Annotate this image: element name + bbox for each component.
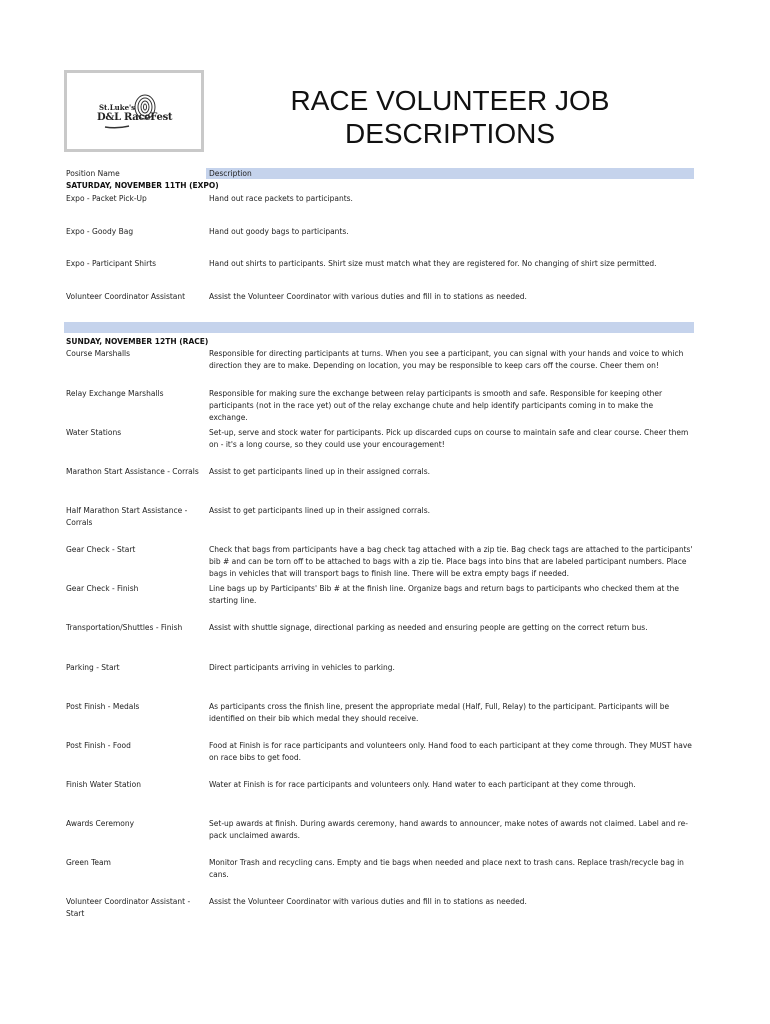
header-position: Position Name <box>66 169 120 178</box>
position-name: Half Marathon Start Assistance - Corrals <box>66 506 188 527</box>
header-description: Description <box>209 169 252 178</box>
position-description: Direct participants arriving in vehicles to parking. <box>209 663 395 672</box>
position-description: Monitor Trash and recycling cans. Empty and tie bags when needed and place next to trash cans. Replace trash/recycle bag in cans. <box>209 858 684 879</box>
logo <box>64 70 204 152</box>
position-description: Set-up awards at finish. During awards ceremony, hand awards to announcer, make notes of awards not claimed. Label and re-pack unclaimed awards. <box>209 819 688 840</box>
position-description: Line bags up by Participants' Bib # at the finish line. Organize bags and return bags to participants who checked them at the starting line. <box>209 584 680 605</box>
position-name: Expo - Goody Bag <box>66 227 134 236</box>
page-title: RACE VOLUNTEER JOB DESCRIPTIONS <box>290 85 610 149</box>
position-description: As participants cross the finish line, present the appropriate medal (Half, Full, Relay) to the participant. Participants will be identified on their bib which medal they should receive. <box>209 702 670 723</box>
position-name: Expo - Packet Pick-Up <box>66 194 147 203</box>
position-description: Responsible for making sure the exchange between relay participants is smooth and safe. Responsible for keeping other participants (not in the race yet) out of the relay exchange chute and help identify participants coming in to make the exchange. <box>209 389 663 422</box>
table-header <box>64 168 694 179</box>
section-divider <box>64 322 694 333</box>
section-heading-saturday: SATURDAY, NOVEMBER 11TH (EXPO) <box>66 181 219 190</box>
position-name: Expo - Participant Shirts <box>66 259 157 268</box>
section-heading-sunday: SUNDAY, NOVEMBER 12TH (RACE) <box>66 337 209 346</box>
position-description: Assist the Volunteer Coordinator with various duties and fill in to stations as needed. <box>209 897 527 906</box>
position-name: Awards Ceremony <box>66 819 135 828</box>
position-description: Hand out race packets to participants. <box>209 194 353 203</box>
logo-line2: D&L RaceFest <box>97 112 173 123</box>
position-name: Gear Check - Start <box>66 545 136 554</box>
position-name: Volunteer Coordinator Assistant <box>66 292 186 301</box>
position-description: Food at Finish is for race participants and volunteers only. Hand food to each participant at they come through. They MUST have on race bibs to get food. <box>209 741 692 762</box>
logo-graphic <box>77 85 197 145</box>
position-description: Assist to get participants lined up in their assigned corrals. <box>209 467 431 476</box>
position-name: Post Finish - Food <box>66 741 131 750</box>
position-name: Marathon Start Assistance - Corrals <box>66 467 199 476</box>
position-name: Post Finish - Medals <box>66 702 140 711</box>
position-description: Assist the Volunteer Coordinator with various duties and fill in to stations as needed. <box>209 292 527 301</box>
position-name: Water Stations <box>66 428 122 437</box>
position-name: Volunteer Coordinator Assistant - Start <box>66 897 191 918</box>
header-shade <box>206 168 694 179</box>
position-description: Water at Finish is for race participants and volunteers only. Hand water to each participant at they come through. <box>209 780 636 789</box>
position-description: Responsible for directing participants at turns. When you see a participant, you can signal with your hands and voice to which direction they are to make. Depending on location, you may be responsible to keep cars off the course. Cheer them on! <box>209 349 684 370</box>
logo-line1: St.Luke's <box>99 103 136 112</box>
position-description: Hand out shirts to participants. Shirt size must match what they are registered for. No changing of shirt size permitted. <box>209 259 657 268</box>
position-name: Gear Check - Finish <box>66 584 139 593</box>
position-name: Green Team <box>66 858 111 867</box>
position-description: Set-up, serve and stock water for participants. Pick up discarded cups on course to maintain safe and clear course. Cheer them on - it's a long course, so they could use your encouragement! <box>209 428 689 449</box>
position-name: Parking - Start <box>66 663 120 672</box>
position-name: Course Marshalls <box>66 349 131 358</box>
position-description: Assist with shuttle signage, directional parking as needed and ensuring people are getting on the correct return bus. <box>209 623 648 632</box>
position-description: Check that bags from participants have a bag check tag attached with a zip tie. Bag check tags are attached to the participants' bib # and can be torn off to be attached to bags with a zip tie. Place bags into bins that are labeled participant numbers. Place bags in vehicles that will transport bags to finish line. There will be extra empty bags if needed. <box>209 545 693 578</box>
position-description: Hand out goody bags to participants. <box>209 227 349 236</box>
position-name: Finish Water Station <box>66 780 141 789</box>
position-name: Relay Exchange Marshalls <box>66 389 164 398</box>
position-description: Assist to get participants lined up in their assigned corrals. <box>209 506 431 515</box>
position-name: Transportation/Shuttles - Finish <box>66 623 183 632</box>
